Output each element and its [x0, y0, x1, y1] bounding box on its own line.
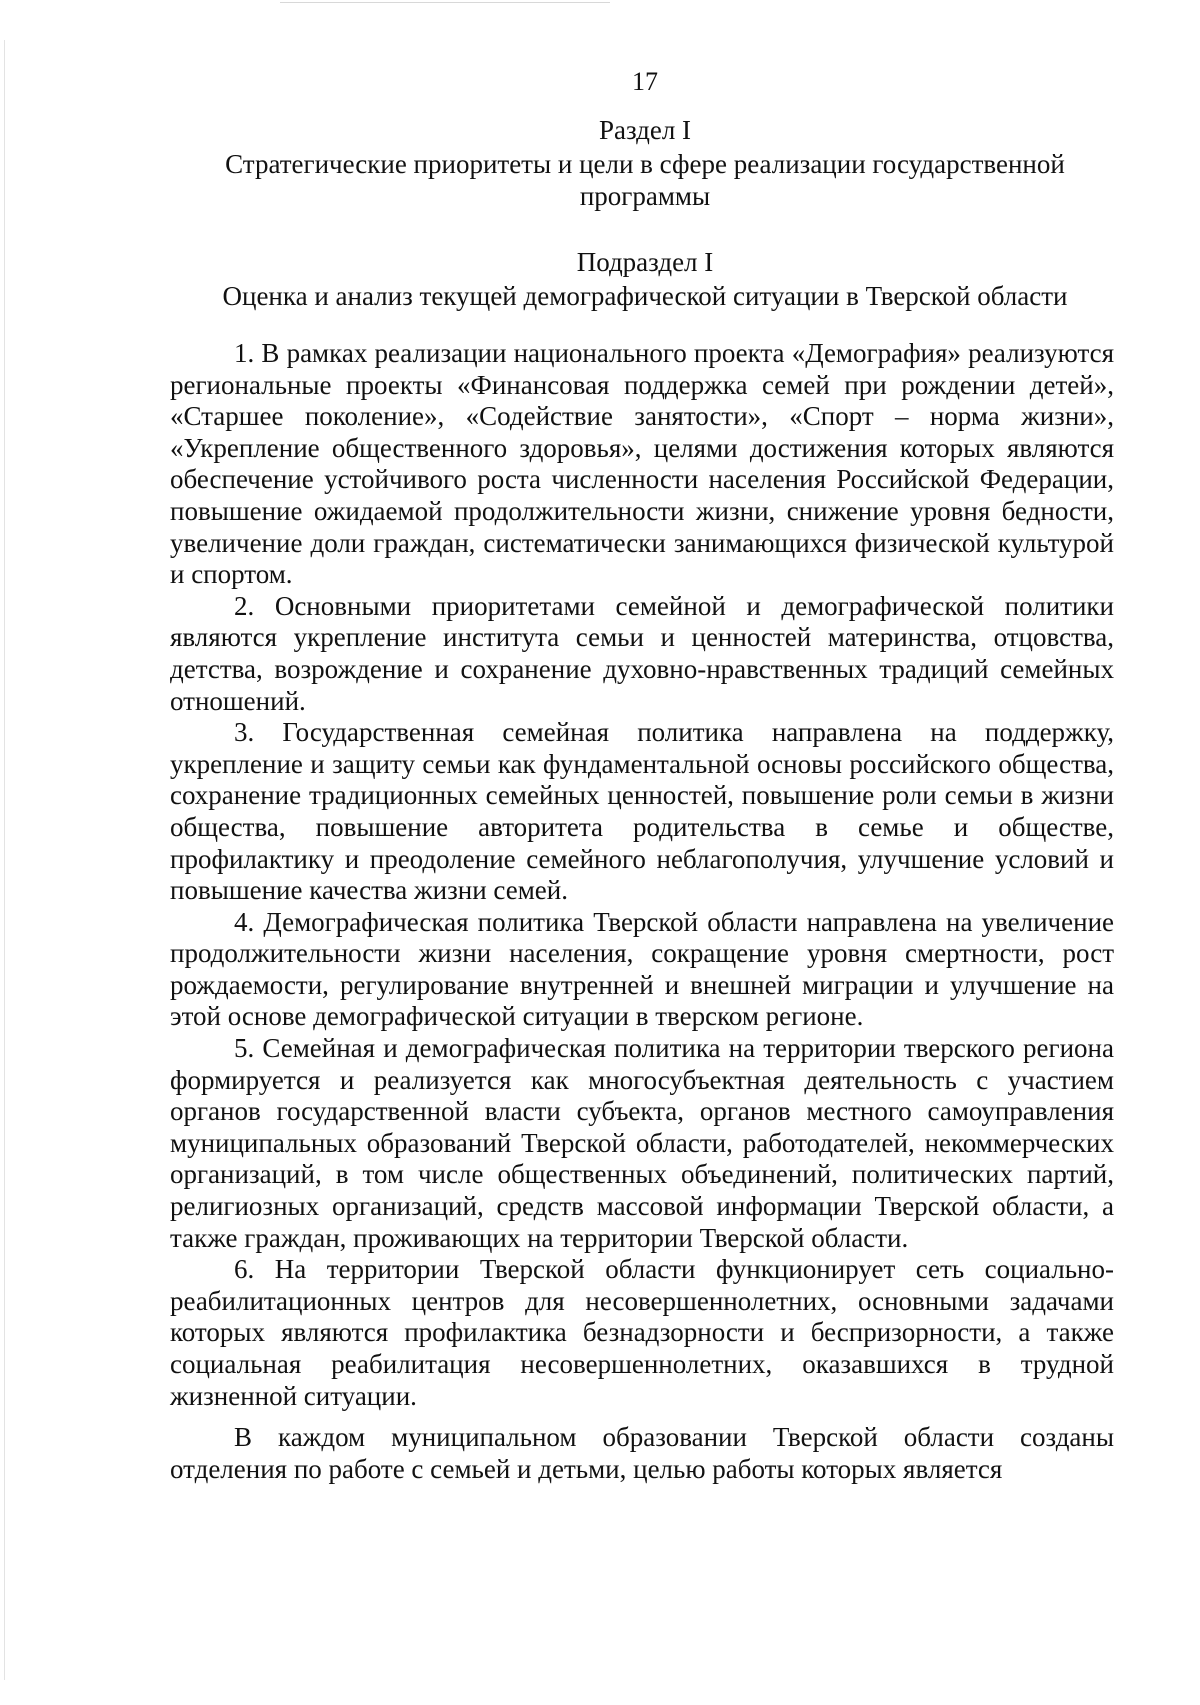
body-text	[170, 338, 1114, 1485]
scan-edge-top	[280, 2, 610, 3]
subsection-title: Оценка и анализ текущей демографической ситуации в Тверской области	[222, 281, 1068, 311]
paragraph-2: 2. Основными приоритетами семейной и демографической политики являются укрепление института семьи и ценностей материнства, отцовства, детства, возрождение и сохранение духовно-нравственных традиций семейных отношений.	[170, 590, 1114, 716]
paragraph-6: 6. На территории Тверской области функционирует сеть социально-реабилитационных центров для несовершеннолетних, основными задачами которых являются профилактика безнадзорности и беспризорности, а также социальная реабилитация несовершеннолетних, оказавшихся в трудной жизненной ситуации.	[170, 1254, 1114, 1411]
paragraph-5: 5. Семейная и демографическая политика на территории тверского региона формируется и реализуется как многосубъектная деятельность с участием органов государственной власти субъекта, органов местного самоуправления муниципальных образований Тверской области, работодателей, некоммерческих организаций, в том числе общественных объединений, политических партий, религиозных организаций, средств массовой информации Тверской области, а также граждан, проживающих на территории Тверской области.	[170, 1033, 1114, 1253]
scan-edge-left	[4, 40, 5, 1680]
section-label: Раздел I	[598, 115, 692, 145]
paragraph-7: В каждом муниципальном образовании Тверской области созданы отделения по работе с семьей и детьми, целью работы которых является	[170, 1422, 1114, 1484]
paragraph-1: 1. В рамках реализации национального проекта «Демография» реализуются региональные проекты «Финансовая поддержка семей при рождении детей», «Старшее поколение», «Содействие занятости», «Спорт – норма жизни», «Укрепление общественного здоровья», целями достижения которых являются обеспечение устойчивого роста численности населения Российской Федерации, повышение ожидаемой продолжительности жизни, снижение уровня бедности, увеличение доли граждан, систематически занимающихся физической культурой и спортом.	[170, 338, 1114, 590]
paragraph-4: 4. Демографическая политика Тверской области направлена на увеличение продолжительности жизни населения, сокращение уровня смертности, рост рождаемости, регулирование внутренней и внешней миграции и улучшение на этой основе демографической ситуации в тверском регионе.	[170, 906, 1114, 1032]
subsection-label: Подраздел I	[576, 247, 714, 277]
section-title: Стратегические приоритеты и цели в сфере реализации государственной программы	[225, 149, 1065, 211]
paragraph-3: 3. Государственная семейная политика направлена на поддержку, укрепление и защиту семьи как фундаментальной основы российского общества, сохранение традиционных семейных ценностей, повышение роли семьи в жизни общества, повышение авторитета родительства в семье и обществе, профилактику и преодоление семейного неблагополучия, улучшение условий и повышение качества жизни семей.	[170, 717, 1114, 906]
page-number: 17	[632, 67, 658, 96]
